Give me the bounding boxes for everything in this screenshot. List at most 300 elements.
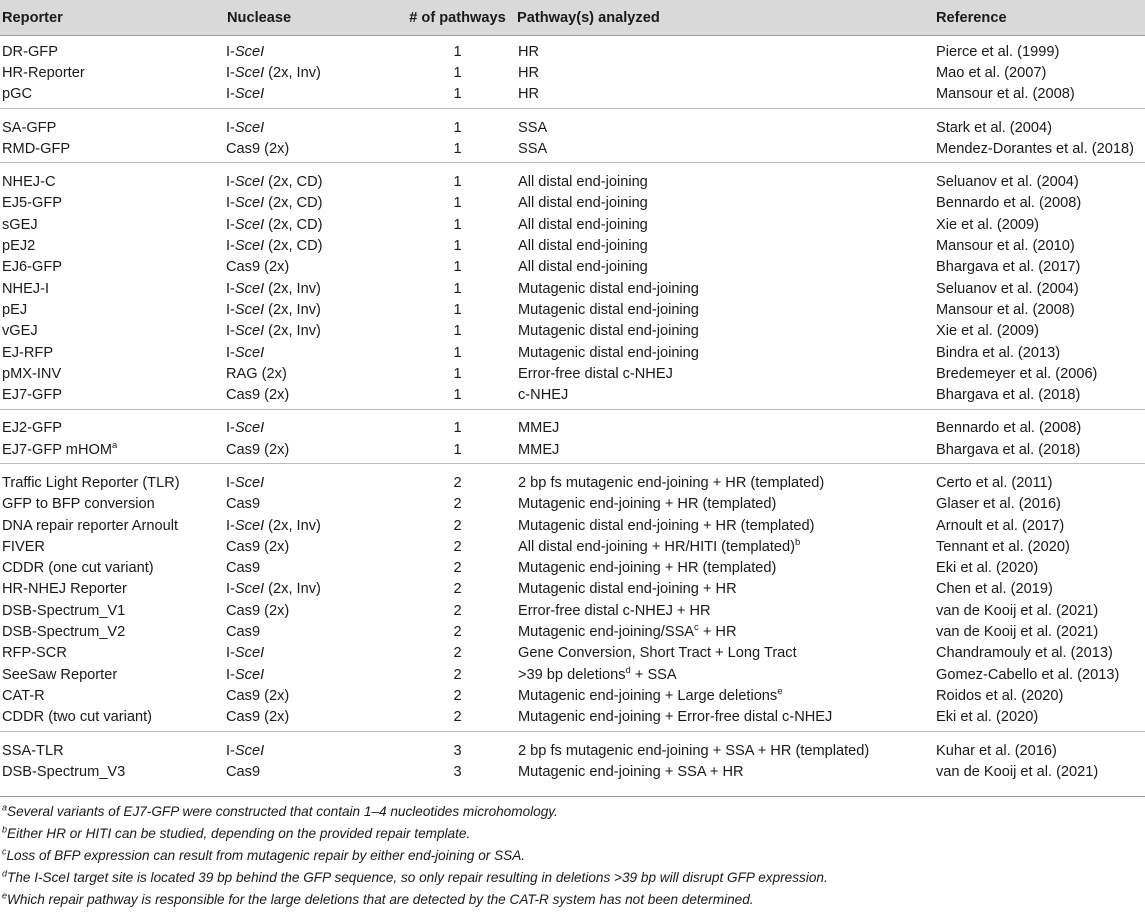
nuclease-cell [225, 600, 400, 621]
nuclease-cell [225, 363, 400, 384]
reporter-name: SA-GFP [2, 119, 57, 136]
enzyme-name: SceI [234, 666, 265, 683]
footnotes [0, 796, 1145, 912]
reporter-cell [0, 235, 225, 256]
reporter-name: DNA repair reporter Arnoult [2, 517, 179, 534]
nuclease-suffix: (2x, Inv) [264, 301, 321, 318]
pathway-text: All distal end-joining + HR/HITI (templated) [518, 538, 795, 555]
nuclease-cell [225, 579, 400, 600]
table-row [0, 536, 1145, 557]
table-row [0, 299, 1145, 320]
nuclease-prefix: I- [226, 216, 235, 233]
nuclease-prefix: I- [226, 742, 235, 759]
reference-cell: Certo et al. (2011) [934, 464, 1145, 494]
pathway-text: SSA [518, 140, 548, 157]
pathway-text: MMEJ [518, 441, 560, 458]
reference-cell: Tennant et al. (2020) [936, 538, 1070, 555]
pathways-cell [515, 600, 934, 621]
enzyme-name: SceI [234, 517, 265, 534]
footnote [2, 823, 1145, 845]
table-row [0, 731, 1145, 761]
table-row [0, 278, 1145, 299]
enzyme-name: SceI [234, 64, 265, 81]
reference-cell: Roidos et al. (2020) [936, 687, 1064, 704]
nuclease-cell [225, 409, 400, 439]
reporter-cell [0, 494, 225, 515]
nuclease-cell [225, 664, 400, 685]
nuclease-prefix: I- [226, 517, 235, 534]
reference-cell: van de Kooij et al. (2021) [936, 602, 1099, 619]
pathways-cell [515, 536, 934, 557]
reference-cell: Bredemeyer et al. (2006) [936, 365, 1098, 382]
nuclease-prefix: RAG (2x) [226, 365, 287, 382]
nuclease-suffix: (2x, CD) [264, 174, 323, 191]
footnote-mark: d [2, 868, 8, 879]
reporter-name: EJ7-GFP mHOM [2, 441, 113, 458]
pathway-count: 3 [400, 731, 515, 761]
pathway-count: 2 [453, 709, 462, 726]
pathways-cell [515, 84, 934, 109]
table-row [0, 643, 1145, 664]
reporter-cell [0, 193, 225, 214]
table-row [0, 108, 1145, 138]
table-row [0, 163, 1145, 193]
reporter-cell [0, 384, 225, 409]
reporter-cell [0, 558, 225, 579]
enzyme-name: SceI [234, 420, 265, 437]
reporter-cell [0, 685, 225, 706]
reporter-name: RFP-SCR [2, 645, 67, 662]
pathway-text: 2 bp fs mutagenic end-joining + SSA + HR (templated) [518, 742, 870, 759]
nuclease-cell [225, 621, 400, 642]
pathway-count: 1 [453, 387, 462, 404]
pathways-cell [515, 761, 934, 785]
table-row [0, 685, 1145, 706]
reference-cell: Xie et al. (2009) [936, 216, 1040, 233]
nuclease-cell [225, 163, 400, 193]
nuclease-prefix: I- [226, 420, 235, 437]
reporter-cell [0, 621, 225, 642]
reporter-name: FIVER [2, 538, 45, 555]
pathway-text: Mutagenic end-joining + Large deletions [518, 687, 778, 704]
reporter-name: pEJ2 [2, 238, 36, 255]
reporter-cell [0, 36, 225, 63]
footnote-text: Loss of BFP expression can result from mutagenic repair by either end-joining or SSA. [6, 847, 526, 863]
pathways-cell [515, 257, 934, 278]
nuclease-prefix: Cas9 [226, 560, 261, 577]
enzyme-name: SceI [234, 474, 265, 491]
reporter-cell [0, 643, 225, 664]
nuclease-cell [225, 464, 400, 494]
pathway-count: 2 [453, 645, 462, 662]
nuclease-prefix: I- [226, 238, 235, 255]
reference-cell: Chen et al. (2019) [936, 581, 1053, 598]
pathways-cell [515, 235, 934, 256]
reference-cell: van de Kooij et al. (2021) [936, 763, 1099, 780]
reference-cell: Bhargava et al. (2018) [936, 387, 1081, 404]
pathways-cell [515, 707, 934, 732]
pathway-count: 1 [453, 344, 462, 361]
table-row [0, 579, 1145, 600]
reporter-name: EJ-RFP [2, 344, 54, 361]
reporter-name: HR-NHEJ Reporter [2, 581, 127, 598]
enzyme-name: SceI [234, 581, 265, 598]
nuclease-prefix: I- [226, 119, 235, 136]
table-row [0, 494, 1145, 515]
pathway-text: Mutagenic distal end-joining [518, 344, 699, 361]
reporter-cell [0, 163, 225, 193]
pathways-cell [515, 558, 934, 579]
pathways-cell [515, 193, 934, 214]
enzyme-name: SceI [234, 344, 265, 361]
pathway-count: 1 [453, 86, 462, 103]
pathways-cell [515, 342, 934, 363]
pathway-count: 2 [453, 496, 462, 513]
footnote [2, 845, 1145, 867]
pathway-count: 1 [453, 365, 462, 382]
nuclease-prefix: I- [226, 64, 235, 81]
reporter-name: GFP to BFP conversion [2, 496, 155, 513]
table-row [0, 138, 1145, 163]
pathway-count: 3 [453, 763, 462, 780]
pathway-count: 1 [453, 441, 462, 458]
reporter-name: DSB-Spectrum_V3 [2, 763, 126, 780]
pathways-cell [515, 494, 934, 515]
footnote-text: Either HR or HITI can be studied, depending on the provided repair template. [7, 825, 471, 841]
reporter-cell [0, 214, 225, 235]
nuclease-prefix: I- [226, 474, 235, 491]
reference-cell: Eki et al. (2020) [936, 709, 1039, 726]
table-row [0, 84, 1145, 109]
pathway-text: All distal end-joining [518, 195, 648, 212]
pathway-text: HR [518, 86, 540, 103]
reporter-name: CAT-R [2, 687, 45, 704]
enzyme-name: SceI [234, 216, 265, 233]
reporter-cell [0, 278, 225, 299]
pathways-cell [515, 731, 934, 761]
table-row [0, 664, 1145, 685]
pathways-cell [515, 62, 934, 83]
reporter-cell [0, 731, 225, 761]
reporter-cell [0, 257, 225, 278]
reporter-cell [0, 707, 225, 732]
table-body [0, 36, 1145, 786]
reporter-cell [0, 138, 225, 163]
table-row [0, 409, 1145, 439]
nuclease-cell [225, 299, 400, 320]
nuclease-suffix: (2x, CD) [264, 195, 323, 212]
reporter-cell [0, 409, 225, 439]
nuclease-prefix: I- [226, 666, 235, 683]
enzyme-name: SceI [234, 742, 265, 759]
reference-cell: Kuhar et al. (2016) [934, 731, 1145, 761]
nuclease-suffix: (2x, Inv) [264, 581, 321, 598]
pathway-count: 1 [400, 409, 515, 439]
reporter-cell [0, 342, 225, 363]
table-row [0, 621, 1145, 642]
reporter-name: NHEJ-C [2, 174, 56, 191]
pathway-text: Mutagenic distal end-joining + HR (templated) [518, 517, 815, 534]
table-row [0, 214, 1145, 235]
nuclease-prefix: I- [226, 43, 235, 60]
nuclease-cell [225, 138, 400, 163]
pathways-cell [515, 579, 934, 600]
footnote-mark: b [795, 537, 801, 549]
pathway-text: Mutagenic end-joining + SSA + HR [518, 763, 744, 780]
pathways-cell [515, 163, 934, 193]
nuclease-cell [225, 84, 400, 109]
reporter-name: vGEJ [2, 323, 38, 340]
enzyme-name: SceI [234, 43, 265, 60]
footnote-text: The I-SceI target site is located 39 bp behind the GFP sequence, so only repair resulting in deletions >39 bp will disrupt GFP expression. [7, 870, 828, 886]
pathway-count: 1 [453, 43, 462, 60]
pathway-text: HR [518, 64, 540, 81]
pathway-text: Mutagenic distal end-joining [518, 323, 699, 340]
reference-cell: Eki et al. (2020) [936, 560, 1039, 577]
pathway-text: Mutagenic distal end-joining + HR [518, 581, 737, 598]
pathway-text: HR [518, 43, 540, 60]
footnote-mark: c [2, 846, 7, 857]
pathway-count: 2 [453, 517, 462, 534]
reporter-cell [0, 600, 225, 621]
pathway-count: 1 [453, 259, 462, 276]
nuclease-prefix: I- [226, 280, 235, 297]
pathway-count: 1 [400, 108, 515, 138]
nuclease-cell [225, 193, 400, 214]
pathway-text: Mutagenic end-joining/SSA [518, 624, 695, 641]
reporter-name: CDDR (one cut variant) [2, 560, 154, 577]
reporter-name: EJ5-GFP [2, 195, 63, 212]
nuclease-cell [225, 439, 400, 464]
reference-cell: Mansour et al. (2008) [936, 301, 1075, 318]
table-row [0, 62, 1145, 83]
pathway-text: All distal end-joining [518, 216, 648, 233]
pathways-cell [515, 214, 934, 235]
pathways-cell [515, 439, 934, 464]
pathway-count: 1 [453, 323, 462, 340]
footnote-mark: e [2, 890, 8, 901]
pathway-text: MMEJ [518, 420, 560, 437]
pathway-count: 1 [453, 238, 462, 255]
reporter-name: DSB-Spectrum_V1 [2, 602, 126, 619]
footnote-mark: a [112, 439, 118, 451]
nuclease-prefix: I- [226, 344, 235, 361]
nuclease-suffix: (2x, Inv) [264, 517, 321, 534]
nuclease-cell [225, 384, 400, 409]
nuclease-prefix: I- [226, 86, 235, 103]
nuclease-suffix: (2x, Inv) [264, 323, 321, 340]
pathways-cell [515, 384, 934, 409]
table-row [0, 384, 1145, 409]
nuclease-prefix: I- [226, 195, 235, 212]
reporter-cell [0, 761, 225, 785]
nuclease-suffix: (2x, Inv) [264, 280, 321, 297]
reporter-name: DSB-Spectrum_V2 [2, 624, 126, 641]
nuclease-prefix: I- [226, 581, 235, 598]
reference-cell: Pierce et al. (1999) [936, 43, 1060, 60]
nuclease-prefix: Cas9 [226, 496, 261, 513]
reporter-cell [0, 515, 225, 536]
pathway-count: 1 [453, 301, 462, 318]
pathway-tail: + SSA [630, 666, 677, 683]
reporter-name: DR-GFP [2, 43, 58, 60]
pathway-text: Mutagenic end-joining + HR (templated) [518, 560, 777, 577]
pathway-count: 2 [400, 464, 515, 494]
reference-cell: Bennardo et al. (2008) [936, 195, 1082, 212]
reference-cell: Chandramouly et al. (2013) [936, 645, 1113, 662]
reporter-name: HR-Reporter [2, 64, 85, 81]
pathway-count: 1 [400, 163, 515, 193]
pathways-cell [515, 664, 934, 685]
nuclease-suffix: (2x, CD) [264, 216, 323, 233]
footnote [2, 801, 1145, 823]
nuclease-cell [225, 257, 400, 278]
nuclease-suffix: (2x, Inv) [264, 64, 321, 81]
table-row [0, 464, 1145, 494]
reference-cell: Bhargava et al. (2018) [936, 441, 1081, 458]
nuclease-cell [225, 731, 400, 761]
enzyme-name: SceI [234, 195, 265, 212]
pathways-cell [515, 685, 934, 706]
reference-cell: Arnoult et al. (2017) [936, 517, 1065, 534]
nuclease-suffix: (2x, CD) [264, 238, 323, 255]
reporter-cell [0, 62, 225, 83]
footnote [2, 889, 1145, 911]
table-row [0, 558, 1145, 579]
nuclease-prefix: Cas9 (2x) [226, 602, 290, 619]
reference-cell: Glaser et al. (2016) [936, 496, 1061, 513]
pathway-count: 1 [453, 140, 462, 157]
reporter-name: CDDR (two cut variant) [2, 709, 153, 726]
pathway-text: All distal end-joining [518, 259, 648, 276]
nuclease-cell [225, 342, 400, 363]
nuclease-cell [225, 235, 400, 256]
footnote-mark: b [2, 824, 8, 835]
pathways-cell [515, 321, 934, 342]
reporter-name: EJ6-GFP [2, 259, 63, 276]
reporter-name: NHEJ-I [2, 280, 50, 297]
nuclease-prefix: Cas9 [226, 763, 261, 780]
header-reporter: Reporter [0, 0, 225, 36]
pathway-count: 2 [453, 666, 462, 683]
pathway-text: All distal end-joining [518, 238, 648, 255]
reference-cell: Seluanov et al. (2004) [934, 163, 1145, 193]
reporter-cell [0, 299, 225, 320]
table-row [0, 600, 1145, 621]
footnote-mark: d [625, 664, 631, 676]
reporter-cell [0, 536, 225, 557]
pathway-text: 2 bp fs mutagenic end-joining + HR (templated) [518, 474, 825, 491]
reporter-cell [0, 464, 225, 494]
table-row [0, 342, 1145, 363]
pathway-text: >39 bp deletions [518, 666, 626, 683]
reporter-name: SSA-TLR [2, 742, 64, 759]
reporter-name: EJ7-GFP [2, 387, 63, 404]
enzyme-name: SceI [234, 301, 265, 318]
nuclease-prefix: I- [226, 301, 235, 318]
reporter-name: pGC [2, 86, 33, 103]
enzyme-name: SceI [234, 86, 265, 103]
pathway-text: Mutagenic end-joining + Error-free distal c-NHEJ [518, 709, 833, 726]
enzyme-name: SceI [234, 280, 265, 297]
pathway-count: 1 [453, 216, 462, 233]
pathways-cell [515, 36, 934, 63]
pathways-cell [515, 409, 934, 439]
pathway-text: SSA [518, 119, 548, 136]
reference-cell: Xie et al. (2009) [936, 323, 1040, 340]
table-row [0, 193, 1145, 214]
reference-cell: van de Kooij et al. (2021) [936, 624, 1099, 641]
pathway-text: Mutagenic distal end-joining [518, 280, 699, 297]
header-pathway-count: # of pathways [400, 0, 515, 36]
nuclease-cell [225, 515, 400, 536]
nuclease-prefix: Cas9 (2x) [226, 709, 290, 726]
reference-cell: Gomez-Cabello et al. (2013) [936, 666, 1120, 683]
reference-cell: Bennardo et al. (2008) [934, 409, 1145, 439]
reporter-cell [0, 363, 225, 384]
pathways-cell [515, 643, 934, 664]
reference-cell: Mansour et al. (2010) [936, 238, 1075, 255]
pathways-cell [515, 278, 934, 299]
pathways-cell [515, 363, 934, 384]
nuclease-prefix: Cas9 (2x) [226, 538, 290, 555]
header-row [0, 0, 1145, 36]
nuclease-cell [225, 108, 400, 138]
nuclease-prefix: I- [226, 174, 235, 191]
footnote-text: Which repair pathway is responsible for the large deletions that are detected by the CAT-R system has not been determined. [7, 892, 754, 908]
table-row [0, 761, 1145, 785]
reporter-name: SeeSaw Reporter [2, 666, 118, 683]
reference-cell: Mendez-Dorantes et al. (2018) [936, 140, 1134, 157]
header-pathways: Pathway(s) analyzed [515, 0, 934, 36]
enzyme-name: SceI [234, 645, 265, 662]
table-row [0, 235, 1145, 256]
footnote-text: Several variants of EJ7-GFP were constructed that contain 1–4 nucleotides microhomology. [7, 803, 558, 819]
nuclease-cell [225, 321, 400, 342]
pathway-text: Error-free distal c-NHEJ [518, 365, 673, 382]
pathway-count: 1 [453, 195, 462, 212]
reporter-cell [0, 664, 225, 685]
reference-cell: Mao et al. (2007) [936, 64, 1047, 81]
reference-cell: Bhargava et al. (2017) [936, 259, 1081, 276]
pathway-text: Error-free distal c-NHEJ + HR [518, 602, 711, 619]
reporter-cell [0, 108, 225, 138]
table-row [0, 321, 1145, 342]
nuclease-prefix: I- [226, 323, 235, 340]
nuclease-prefix: I- [226, 645, 235, 662]
reporter-name: RMD-GFP [2, 140, 71, 157]
reference-cell: Seluanov et al. (2004) [936, 280, 1079, 297]
footnote [2, 867, 1145, 889]
nuclease-cell [225, 558, 400, 579]
nuclease-cell [225, 536, 400, 557]
header-reference: Reference [934, 0, 1145, 36]
reporter-name: pMX-INV [2, 365, 62, 382]
pathway-count: 1 [453, 64, 462, 81]
table-row [0, 257, 1145, 278]
pathway-text: c-NHEJ [518, 387, 569, 404]
reference-cell: Stark et al. (2004) [934, 108, 1145, 138]
reporter-cell [0, 84, 225, 109]
footnote-mark: a [2, 801, 8, 812]
reporter-name: pEJ [2, 301, 28, 318]
table-row [0, 36, 1145, 63]
header-nuclease: Nuclease [225, 0, 400, 36]
nuclease-cell [225, 685, 400, 706]
nuclease-cell [225, 707, 400, 732]
table-row [0, 515, 1145, 536]
pathways-cell [515, 138, 934, 163]
